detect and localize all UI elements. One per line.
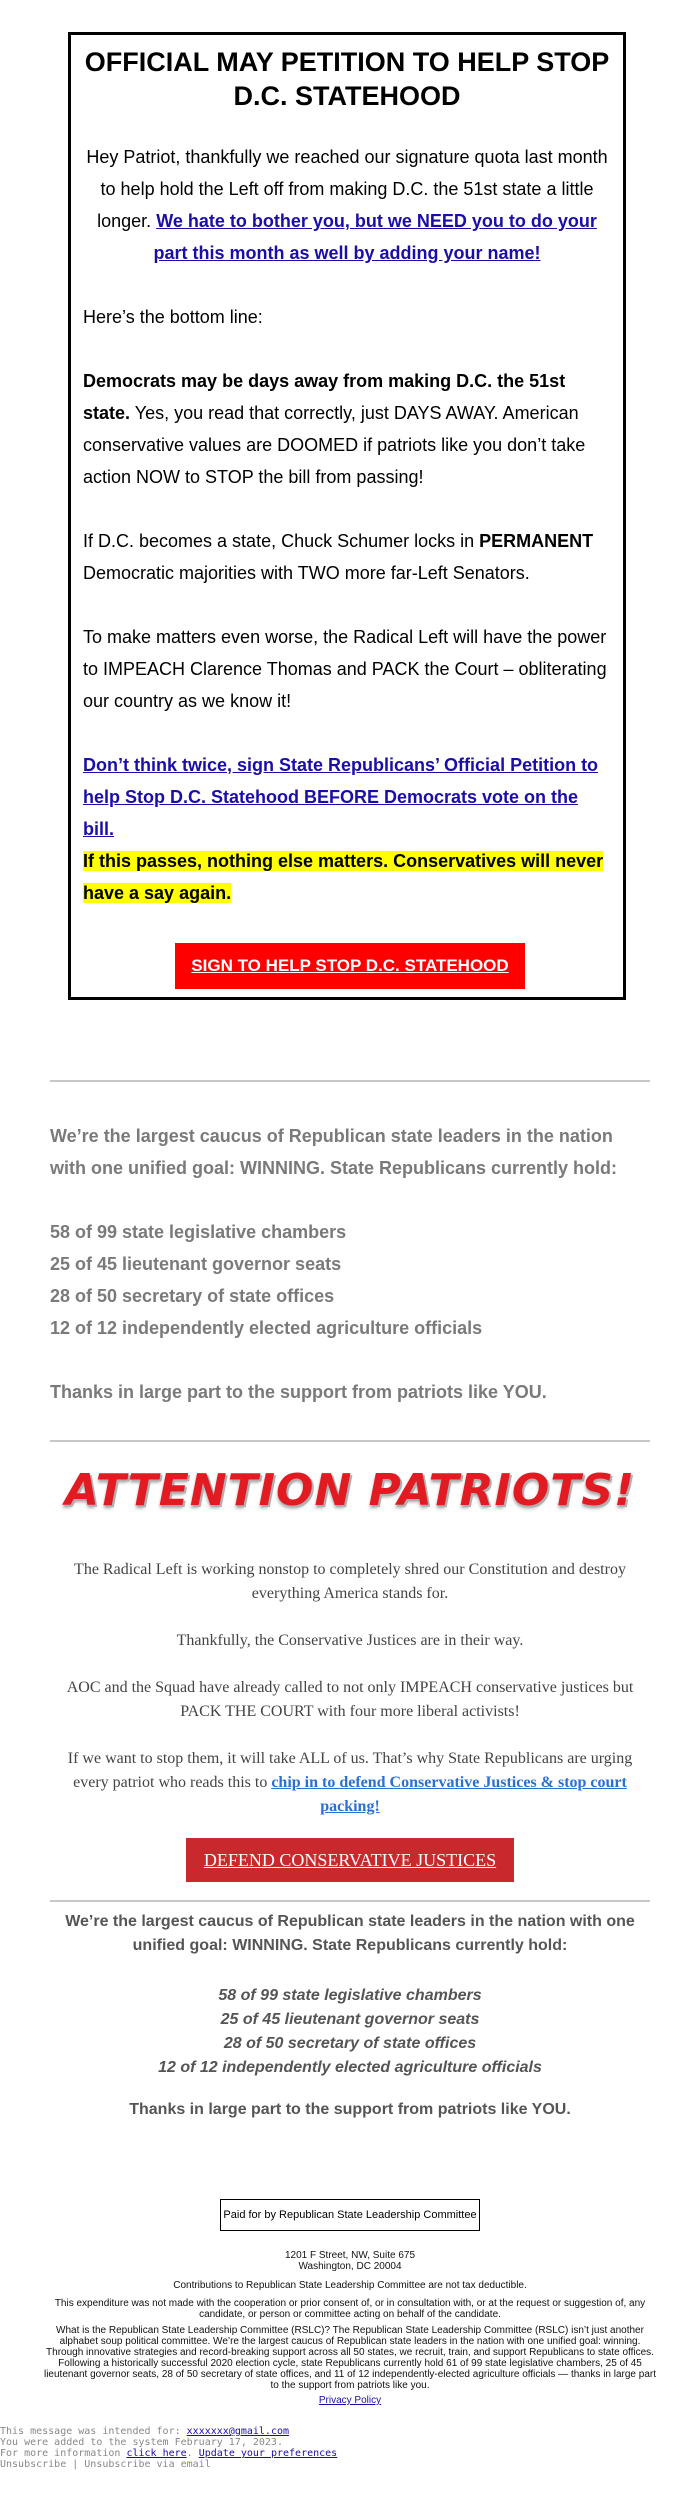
petition-title: OFFICIAL MAY PETITION TO HELP STOP D.C. STATEHOOD — [84, 47, 610, 111]
schumer-paragraph — [83, 525, 611, 589]
nothing-else-matters-highlight: If this passes, nothing else matters. Conservatives will never have a say again. — [83, 851, 604, 903]
more-info-text: For more information — [0, 2448, 121, 2459]
update-preferences-link[interactable]: Update your preferences — [198, 2448, 338, 2459]
expenditure-disclaimer: This expenditure was not made with the cooperation or prior consent of, or in consultation with, or at the request or suggestion of, any candidate, or person or committee acting on behalf of the candidate. — [54, 2298, 646, 2320]
sign-petition-paragraph — [83, 749, 611, 845]
divider — [50, 1440, 650, 1442]
bottom-line-text: Here’s the bottom line: — [83, 307, 263, 327]
divider — [50, 1900, 650, 1902]
click-here-link[interactable]: click here — [126, 2448, 187, 2459]
list-item: 58 of 99 state legislative chambers — [50, 1222, 347, 1242]
justices-text: Thankfully, the Conservative Justices are in their way. — [176, 1632, 524, 1649]
recipient-email-link[interactable]: xxxxxxx@gmail.com — [186, 2426, 290, 2437]
list-item: 28 of 50 secretary of state offices — [223, 2035, 477, 2052]
days-away-paragraph — [83, 365, 611, 493]
caucus-thanks: Thanks in large part to the support from patriots like YOU. — [50, 1382, 547, 1402]
radical-left-text: The Radical Left is working nonstop to completely shred our Constitution and destroy everything America stands for. — [74, 1561, 626, 1602]
list-item: 28 of 50 secretary of state offices — [50, 1286, 335, 1306]
more-info-line: For more information click here. Update your preferences — [0, 2448, 338, 2459]
chip-in-text: If we want to stop them, it will take ALL of us. That’s why State Republicans are urging every patriot who reads this to — [67, 1750, 633, 1791]
address-line-2: Washington, DC 20004 — [298, 2261, 402, 2272]
list-item: 25 of 45 lieutenant governor seats — [50, 1254, 342, 1274]
rslc-about: What is the Republican State Leadership Committee (RSLC)? The Republican State Leadership Committee (RSLC) isn’t just another alphabet soup political committee. We’re the largest caucus of Republican state leaders in the nation with one unified goal: winning. Through innovative strategies and record-breaking support across all 50 states, we recruit, train, and support Republicans to state offices. Following a historically successful 2020 election cycle, state Republicans currently hold 61 of 99 state legislative chambers, 25 of 45 lieutenant governor seats, 28 of 50 secretary of state offices, and 11 of 12 independently-elected agriculture officials — thanks in large part to the support from patriots like you. — [43, 2325, 657, 2391]
intended-for-line — [0, 2426, 500, 2437]
privacy-policy-link[interactable]: Privacy Policy — [318, 2395, 382, 2406]
privacy-policy-row — [40, 2395, 660, 2406]
caucus-intro: We’re the largest caucus of Republican state leaders in the nation with one unified goal: WINNING. State Republicans currently hold: — [50, 1126, 618, 1178]
list-item: 25 of 45 lieutenant governor seats — [220, 2011, 480, 2028]
list-item: 58 of 99 state legislative chambers — [218, 1987, 482, 2004]
chip-in-paragraph — [60, 1747, 640, 1819]
divider — [50, 1080, 650, 1082]
paid-for-box: Paid for by Republican State Leadership Committee — [220, 2199, 480, 2231]
intended-for-text: This message was intended for: — [0, 2426, 181, 2437]
caucus-thanks-2: Thanks in large part to the support from patriots like YOU. — [129, 2101, 571, 2118]
nothing-else-matters-paragraph — [83, 845, 611, 909]
intro-paragraph — [83, 141, 611, 269]
caucus-section — [50, 1120, 650, 1408]
chip-in-link[interactable]: chip in to defend Conservative Justices & stop court packing! — [271, 1774, 627, 1815]
intro-text: Hey Patriot, thankfully we reached our signature quota last month to help hold the Left off from making D.C. the 51st state a little longer. — [86, 147, 608, 231]
list-item: 12 of 12 independently elected agriculture officials — [50, 1318, 483, 1338]
attention-heading: ATTENTION PATRIOTS! — [64, 1465, 636, 1516]
defend-justices-button[interactable]: DEFEND CONSERVATIVE JUSTICES — [186, 1838, 514, 1882]
days-away-text: Yes, you read that correctly, just DAYS AWAY. American conservative values are DOOMED if patriots like you don’t take action NOW to STOP the bill from passing! — [83, 403, 586, 487]
days-away-bold: Democrats may be days away from making D.C. the 51st state. — [83, 371, 566, 423]
sign-stop-statehood-button[interactable]: SIGN TO HELP STOP D.C. STATEHOOD — [175, 943, 525, 989]
schumer-text-a: If D.C. becomes a state, Chuck Schumer locks in — [83, 531, 475, 551]
caucus-intro-2: We’re the largest caucus of Republican state leaders in the nation with one unified goal: WINNING. State Republicans currently hold: — [65, 1913, 635, 1954]
schumer-text-b: Democratic majorities with TWO more far-Left Senators. — [83, 563, 530, 583]
radical-left-paragraph: To make matters even worse, the Radical Left will have the power to IMPEACH Clarence Thomas and PACK the Court – obliterating our country as we know it! — [83, 627, 607, 711]
aoc-squad-text: AOC and the Squad have already called to not only IMPEACH conservative justices but PACK THE COURT with four more liberal activists! — [66, 1679, 634, 1720]
permanent-bold: PERMANENT — [479, 531, 594, 551]
add-name-link[interactable]: We hate to bother you, but we NEED you to do your part this month as well by adding your name! — [153, 211, 597, 263]
caucus-list — [50, 1216, 650, 1344]
petition-box — [68, 32, 626, 1000]
added-line: You were added to the system February 17, 2023. — [0, 2437, 283, 2448]
caucus-list-2 — [50, 1984, 650, 2080]
contributions-disclaimer: Contributions to Republican State Leadership Committee are not tax deductible. — [173, 2280, 527, 2291]
sign-petition-link[interactable]: Don’t think twice, sign State Republicans’ Official Petition to help Stop D.C. Statehood BEFORE Democrats vote on the bill. — [83, 755, 599, 839]
address-line-1: 1201 F Street, NW, Suite 675 — [284, 2250, 416, 2261]
list-item: 12 of 12 independently elected agriculture officials — [158, 2059, 542, 2076]
unsubscribe-line[interactable]: Unsubscribe | Unsubscribe via email — [0, 2459, 211, 2470]
